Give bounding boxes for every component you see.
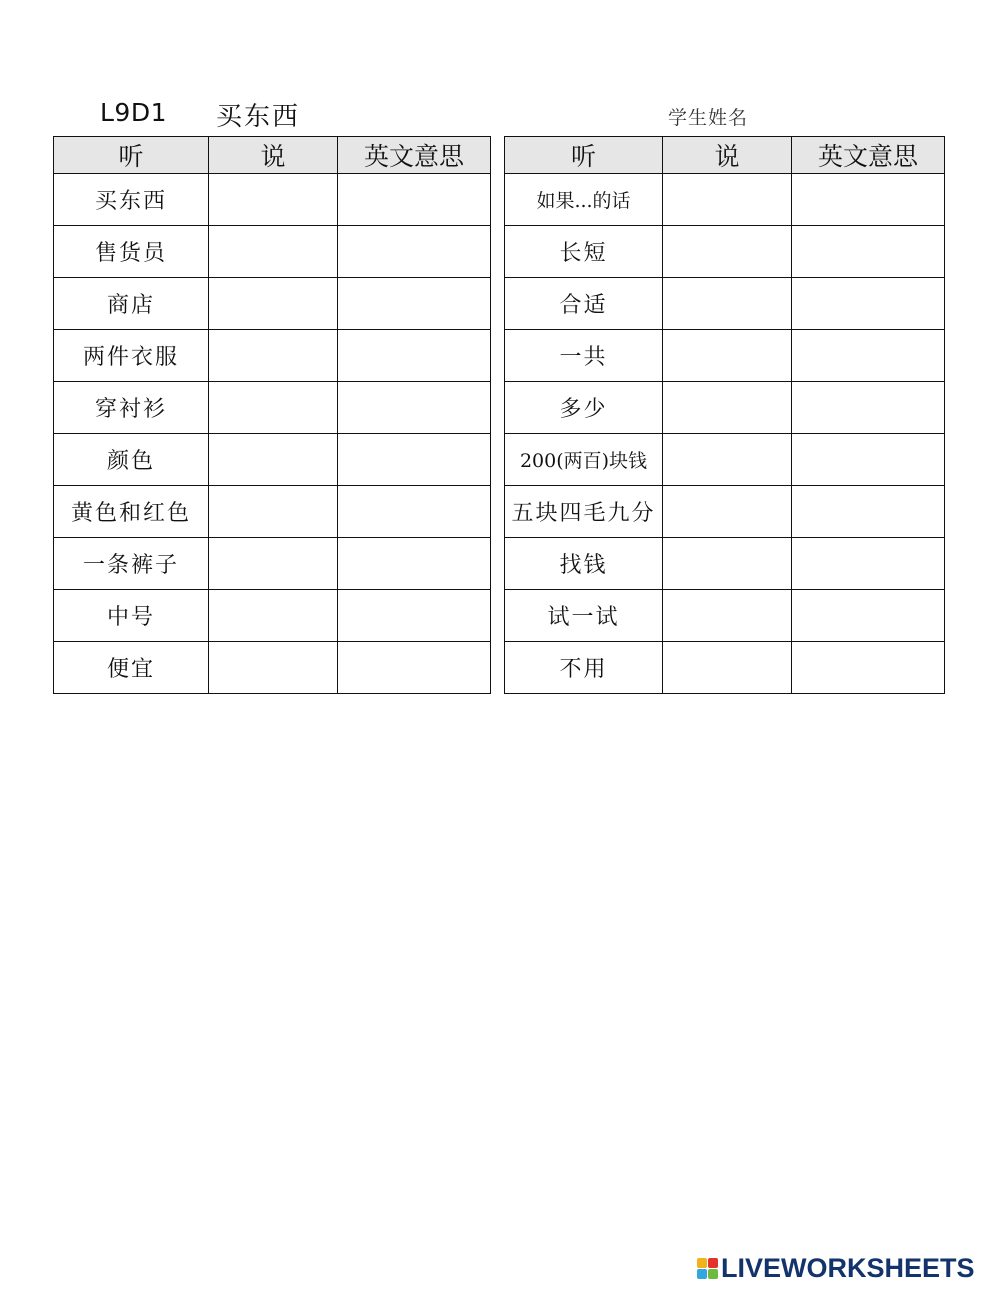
speak-answer-cell[interactable] xyxy=(663,382,792,434)
speak-answer-cell[interactable] xyxy=(209,174,338,226)
english-answer-cell[interactable] xyxy=(792,226,945,278)
speak-answer-cell[interactable] xyxy=(663,434,792,486)
brand-square xyxy=(697,1258,707,1268)
table-row xyxy=(54,590,491,642)
table-row xyxy=(505,642,945,694)
speak-answer-cell[interactable] xyxy=(663,642,792,694)
english-answer-cell[interactable] xyxy=(338,590,491,642)
table-row xyxy=(505,486,945,538)
vocab-word: 买东西 xyxy=(54,174,209,226)
table-row xyxy=(54,330,491,382)
english-answer-cell[interactable] xyxy=(792,174,945,226)
english-answer-cell[interactable] xyxy=(338,330,491,382)
table-row xyxy=(505,174,945,226)
vocab-table-left xyxy=(53,136,491,694)
english-answer-cell[interactable] xyxy=(338,278,491,330)
speak-answer-cell[interactable] xyxy=(209,590,338,642)
speak-answer-cell[interactable] xyxy=(209,538,338,590)
vocab-word: 五块四毛九分 xyxy=(505,486,663,538)
vocab-word: 一共 xyxy=(505,330,663,382)
speak-answer-cell[interactable] xyxy=(209,642,338,694)
vocab-word: 200(两百)块钱 xyxy=(505,434,663,486)
vocab-word: 商店 xyxy=(54,278,209,330)
english-answer-cell[interactable] xyxy=(792,642,945,694)
english-answer-cell[interactable] xyxy=(792,330,945,382)
student-name-label: 学生姓名 xyxy=(668,107,749,129)
english-answer-cell[interactable] xyxy=(338,538,491,590)
column-header-speak: 说 xyxy=(209,137,338,174)
speak-answer-cell[interactable] xyxy=(209,226,338,278)
english-answer-cell[interactable] xyxy=(792,486,945,538)
vocab-word: 一条裤子 xyxy=(54,538,209,590)
brand-square xyxy=(708,1269,718,1279)
speak-answer-cell[interactable] xyxy=(663,486,792,538)
lesson-code: L9D1 xyxy=(100,98,167,127)
table-row xyxy=(505,538,945,590)
table-row xyxy=(54,278,491,330)
brand-square xyxy=(697,1269,707,1279)
table-row xyxy=(54,486,491,538)
english-answer-cell[interactable] xyxy=(338,642,491,694)
vocab-word: 长短 xyxy=(505,226,663,278)
liveworksheets-logo xyxy=(697,1253,975,1283)
speak-answer-cell[interactable] xyxy=(663,278,792,330)
vocab-word: 多少 xyxy=(505,382,663,434)
table-row xyxy=(505,434,945,486)
vocab-word: 便宜 xyxy=(54,642,209,694)
speak-answer-cell[interactable] xyxy=(209,486,338,538)
vocab-word: 试一试 xyxy=(505,590,663,642)
english-answer-cell[interactable] xyxy=(338,174,491,226)
english-answer-cell[interactable] xyxy=(792,434,945,486)
vocab-word: 黄色和红色 xyxy=(54,486,209,538)
table-row xyxy=(505,590,945,642)
speak-answer-cell[interactable] xyxy=(663,330,792,382)
column-header-english: 英文意思 xyxy=(792,137,945,174)
speak-answer-cell[interactable] xyxy=(209,330,338,382)
vocab-word: 不用 xyxy=(505,642,663,694)
english-answer-cell[interactable] xyxy=(792,538,945,590)
speak-answer-cell[interactable] xyxy=(663,174,792,226)
vocab-word: 合适 xyxy=(505,278,663,330)
table-row xyxy=(54,174,491,226)
brand-square xyxy=(708,1258,718,1268)
table-row xyxy=(54,382,491,434)
speak-answer-cell[interactable] xyxy=(663,590,792,642)
brand-squares-icon xyxy=(697,1258,718,1279)
table-header-row xyxy=(505,137,945,174)
table-row xyxy=(54,642,491,694)
table-header-row xyxy=(54,137,491,174)
speak-answer-cell[interactable] xyxy=(209,434,338,486)
speak-answer-cell[interactable] xyxy=(663,226,792,278)
table-row xyxy=(54,434,491,486)
english-answer-cell[interactable] xyxy=(338,382,491,434)
column-header-speak: 说 xyxy=(663,137,792,174)
table-row xyxy=(54,538,491,590)
english-answer-cell[interactable] xyxy=(792,590,945,642)
vocab-word: 中号 xyxy=(54,590,209,642)
column-header-listen: 听 xyxy=(505,137,663,174)
table-row xyxy=(505,382,945,434)
vocab-table-right xyxy=(504,136,945,694)
speak-answer-cell[interactable] xyxy=(209,382,338,434)
english-answer-cell[interactable] xyxy=(338,434,491,486)
vocab-word: 找钱 xyxy=(505,538,663,590)
vocab-word: 颜色 xyxy=(54,434,209,486)
worksheet-title: 买东西 xyxy=(216,102,301,132)
english-answer-cell[interactable] xyxy=(338,486,491,538)
column-header-listen: 听 xyxy=(54,137,209,174)
english-answer-cell[interactable] xyxy=(792,382,945,434)
speak-answer-cell[interactable] xyxy=(663,538,792,590)
vocab-word: 穿衬衫 xyxy=(54,382,209,434)
table-row xyxy=(505,330,945,382)
table-row xyxy=(505,278,945,330)
table-row xyxy=(54,226,491,278)
brand-name: LIVEWORKSHEETS xyxy=(721,1252,975,1283)
speak-answer-cell[interactable] xyxy=(209,278,338,330)
vocab-word: 两件衣服 xyxy=(54,330,209,382)
vocab-word: 售货员 xyxy=(54,226,209,278)
column-header-english: 英文意思 xyxy=(338,137,491,174)
table-row xyxy=(505,226,945,278)
english-answer-cell[interactable] xyxy=(338,226,491,278)
vocab-word: 如果...的话 xyxy=(505,174,663,226)
english-answer-cell[interactable] xyxy=(792,278,945,330)
